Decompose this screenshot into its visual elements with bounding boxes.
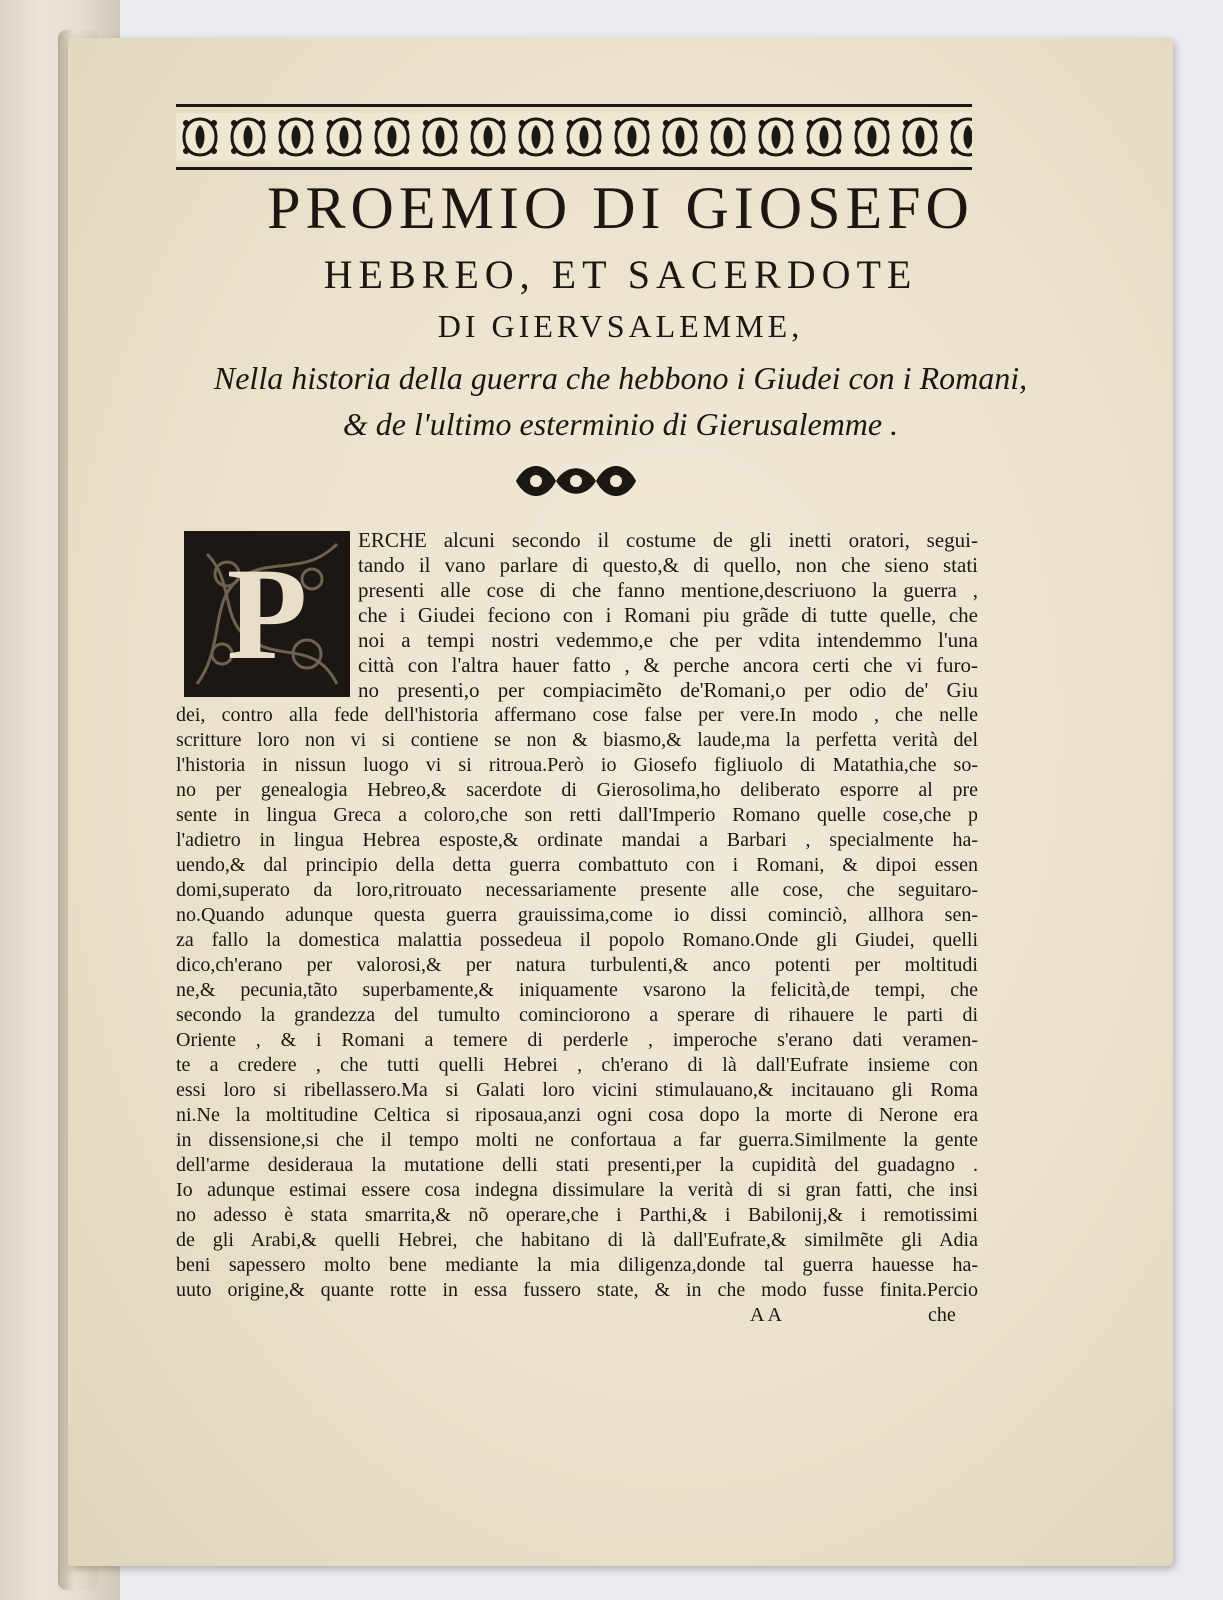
- text-line: l'historia in nissun luogo vi si ritroua.Però io Giosefo figliuolo di Matathia,che so-: [176, 754, 978, 776]
- text-line: secondo la grandezza del tumulto cominciorono a sperare di rihauere le parti di: [176, 1004, 978, 1026]
- text-line: beni sapessero molto bene mediante la mia diligenza,donde tal guerra hauesse ha-: [176, 1254, 978, 1276]
- text-line: essi loro si ribellassero.Ma si Galati loro vicini stimulauano,& incitauano gli Roma: [176, 1079, 978, 1101]
- text-line: no per genealogia Hebreo,& sacerdote di Gierosolima,ho deliberato esporre al pre: [176, 779, 978, 801]
- text-line: scritture loro non vi si contiene se non & biasmo,& laude,ma la perfetta verità del: [176, 729, 978, 751]
- fleuron-ornament-icon: [506, 456, 646, 506]
- catchword: che: [928, 1304, 956, 1326]
- text-line: che i Giudei feciono con i Romani piu grãde di tutte quelle, che: [358, 603, 978, 627]
- text-line: de gli Arabi,& quelli Hebrei, che habitano di là dall'Eufrate,& similmẽte gli Adia: [176, 1229, 978, 1251]
- drop-cap-letter: P: [226, 540, 308, 687]
- text-line: sente in lingua Greca a coloro,che son retti dall'Imperio Romano quelle cose,che p: [176, 804, 978, 826]
- text-line: ni.Ne la moltitudine Celtica si riposaua,anzi ogni cosa dopo la morte di Nerone era: [176, 1104, 978, 1126]
- text-line: te a credere , che tutti quelli Hebrei , ch'erano di là dall'Eufrate insieme con: [176, 1054, 978, 1076]
- book-page: [68, 38, 1173, 1566]
- title-line-2: HEBREO, ET SACERDOTE: [323, 252, 918, 297]
- text-line: tando il vano parlare di questo,& di quello, non che sieno stati: [358, 553, 978, 577]
- page-title: PROEMIO DI GIOSEFO: [267, 175, 974, 241]
- subtitle-line-1: Nella historia della guerra che hebbono i Giudei con i Romani,: [213, 360, 1028, 396]
- text-line: città con l'altra hauer fatto , & perche ancora certi che vi furo-: [358, 653, 978, 677]
- text-line: no.Quando adunque questa guerra grauissima,come io dissi cominciò, allhora sen-: [176, 904, 978, 926]
- text-line: dei, contro alla fede dell'historia affermano cose false per vere.In modo , che nelle: [176, 704, 978, 726]
- text-line: dico,ch'erano per valorosi,& per natura turbulenti,& anco potenti per moltitudi: [176, 954, 978, 976]
- text-line: Io adunque estimai essere cosa indegna dissimulare la verità di si gran fatti, che insi: [176, 1179, 978, 1201]
- subtitle-line-2: & de l'ultimo esterminio di Gierusalemme .: [342, 406, 899, 442]
- title-line-3: DI GIERVSALEMME,: [437, 308, 804, 344]
- text-line: Oriente , & i Romani a temere di perderle , imperoche s'erano dati veramen-: [176, 1029, 978, 1051]
- text-line: domi,superato da loro,ritrouato necessariamente presente alle cose, che seguitaro-: [176, 879, 978, 901]
- text-line: no presenti,o per compiacimẽto de'Romani,o per odio de' Giu: [358, 678, 978, 702]
- text-line: no adesso è stata smarrita,& nõ operare,che i Parthi,& i Babilonij,& i remotissimi: [176, 1204, 978, 1226]
- text-line: uuto origine,& quante rotte in essa fussero state, & in che modo fusse finita.Percio: [176, 1279, 978, 1301]
- ornamental-headpiece: [176, 104, 972, 170]
- text-line: l'adietro in lingua Hebrea esposte,& ordinate mandai a Barbari , specialmente ha-: [176, 829, 978, 851]
- text-line: za fallo la domestica malattia possedeua il popolo Romano.Onde gli Giudei, quelli: [176, 929, 978, 951]
- text-line: presenti alle cose di che fanno mentione,descriuono la guerra ,: [358, 578, 978, 602]
- text-line: dell'arme desideraua la mutatione delli stati presenti,per la cupidità del guadagno .: [176, 1154, 978, 1176]
- text-line: ERCHE alcuni secondo il costume de gli inetti oratori, segui-: [358, 528, 978, 552]
- text-line: ne,& pecunia,tãto superbamente,& iniquamente vsarono la felicità,de tempi, che: [176, 979, 978, 1001]
- signature-mark: AA: [750, 1304, 785, 1326]
- headpiece-ornament-icon: [176, 113, 972, 161]
- text-line: in dissensione,si che il tempo molti ne confortaua a far guerra.Similmente la gente: [176, 1129, 978, 1151]
- text-line: noi a tempi nostri vedemmo,e che per vdita intendemmo l'una: [358, 628, 978, 652]
- drop-cap-woodcut: [184, 531, 350, 697]
- text-line: uendo,& dal principio della detta guerra combattuto con i Romani, & dipoi essen: [176, 854, 978, 876]
